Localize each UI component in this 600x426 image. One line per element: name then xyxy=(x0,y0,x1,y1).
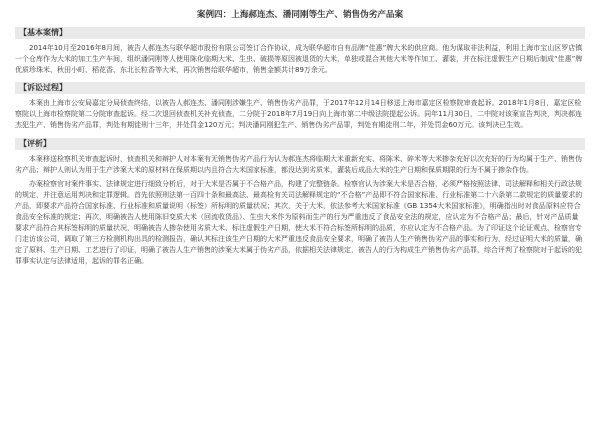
paragraph: 2014年10月至2016年8月间，被告人郝连杰与联华超市股份有限公司签订合作协议，成为联华超市自有品牌“佳惠”牌大米的供应商。他为谋取非法利益，利用上海市宝山区罗店镇一个仓库作为大米的加工生产车间，组织潘同刚等人使用陈化临期大米、生虫、破损等原因被退货的大米，单独或混合其他大米等作加工、灌装，并在标注虚假生产日期后制成“佳惠”牌优质珍珠米、秋田小町、稻花香、东北长粒香等大米，再次销售给联华超市，销售金额共计89万余元。 xyxy=(15,44,583,75)
section-litigation-process xyxy=(15,82,585,131)
paragraph: 本案由上海市公安局嘉定分局侦查终结，以被告人郝连杰、潘同刚涉嫌生产、销售伪劣产品罪，于2017年12月14日移送上海市嘉定区检察院审查起诉。2018年1月8日，嘉定区检察院以上海市检察院第二分院审查起诉。经二次退回侦查机关补充侦查，二分院于2018年7月19日向上海市第二中级法院提起公诉。同年11月30日，二中院对该案宣告判决，判决郝连杰犯生产、销售伪劣产品罪，判处有期徒刑十三年，并处罚金120万元；判决潘同刚犯生产、销售伪劣产品罪，判处有期徒刑二年，并处罚金60万元。该判决已生效。 xyxy=(15,99,582,130)
section-basic-facts xyxy=(15,27,585,76)
page-title: 案例四：上海郝连杰、潘同刚等生产、销售伪劣产品案 xyxy=(196,10,404,20)
section-heading: 【诉讼过程】 xyxy=(15,82,585,94)
paragraph: 办案检察官对案件事实、法律规定进行细致分析后，对于大米是否属于不合格产品，构建了完整链条。检察官认为涉案大米是否合格，必须严格按照法律、司法解释和相关行政法规的规定，并注意运用判决和定罪逻辑。首先依照刑法第一百四十条和最高法、最高检有关司法解释规定的“不合格”产品即不符合国家标准、行业标准第二十六条第二款规定的质量要求的产品，即要求产品符合国家标准、行业标准和质量说明（标签）所标明的质量状况；其次，关于大米，依法参考大米国家标准《GB 1354大米国家标准》，明确指出时对食品原料应符合食品安全标准的规定；再次，明确被告人使用陈旧变质大米（回流收货品）、生虫大米作为原料而生产的行为严重违反了食品安全法的规定，应认定为不合格产品；最后，针对产品质量要求产品符合其标签标明的质量状况，明确被告人掺杂使用劣质大米、标注虚假生产日期，使大米不符合标签所标明的品质，亦应认定为不合格产品。为了印证这个论证观点，检察官专门走访该公司，调取了第三方检测机构出具的检测报告，确认其标注该生产日期的大米严重违反食品安全要求，明确了被告人生产销售伪劣产品的事实和行为，经过证明大米的质量，确定了原料、生产日期、工艺进行了印证，明确了被告人生产销售的涉案大米属于伪劣产品，依据相关法律规定，被告人的行为构成生产销售伪劣产品罪，综合评判了检察院对于起诉的犯罪事实认定与法律适用，起诉的罪名正确。 xyxy=(15,179,583,266)
section-heading: 【基本案情】 xyxy=(15,27,585,39)
section-analysis xyxy=(15,138,585,268)
paragraph: 本案移送检察机关审查起诉时，侦查机关和辩护人对本案有无销售伪劣产品行为认为郝连杰将临期大米重新充实、将陈米、碎米等大米掺杂充好以次充好的行为均属于生产、销售伪劣产品；辩护人则认为用于生产涉案大米的原材料在保质期以内且符合大米国家标准，都没达到劣质米，灌装后成品大米的生产日期和保质期限的行为不属于掺杂作伪。 xyxy=(15,154,582,174)
section-heading: 【评析】 xyxy=(15,138,585,150)
